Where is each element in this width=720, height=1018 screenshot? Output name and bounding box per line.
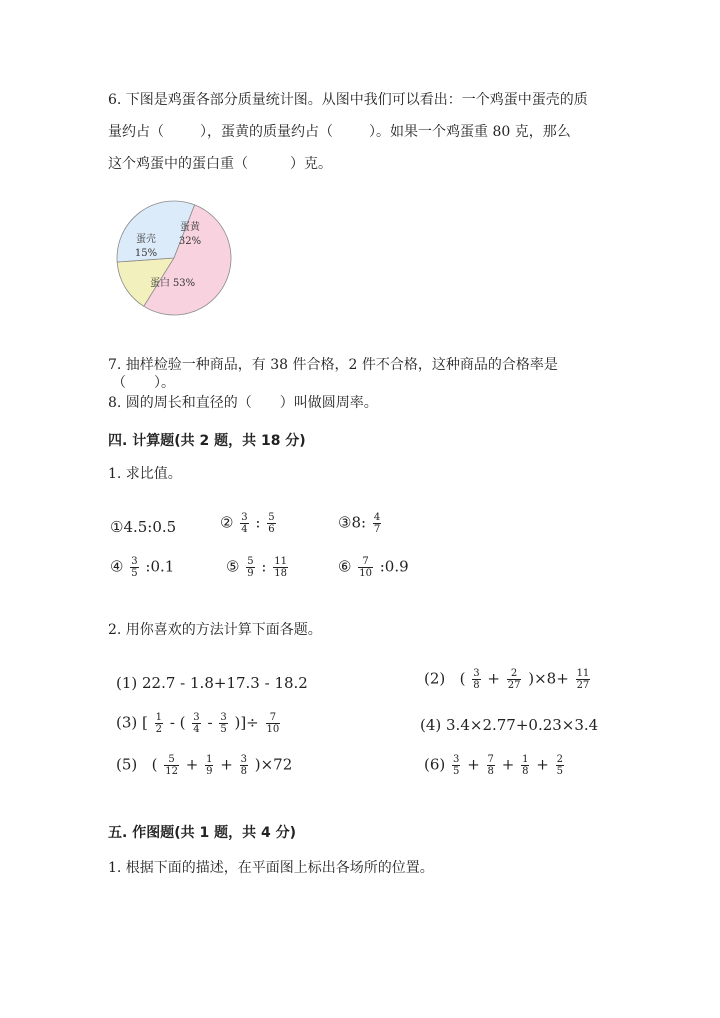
calc-5-frac-c: $\frac{3}{8}$ <box>240 754 247 777</box>
ratio-5-frac-b: $\frac{11}{18}$ <box>274 556 287 579</box>
pie-percent-3: 53% <box>172 278 196 289</box>
q6-line2-b: ），蛋黄的质量约占（ <box>200 124 333 140</box>
calc-2-plus: + <box>487 669 500 688</box>
calc-3-frac-d: $\frac{7}{10}$ <box>266 712 280 735</box>
calc-3-frac-b: $\frac{3}{4}$ <box>193 712 200 735</box>
ratio-6 <box>338 556 409 579</box>
calc-5 <box>116 754 292 777</box>
calc-4: (4) 3.4×2.77+0.23×3.4 <box>420 716 599 734</box>
ratio-3-frac: $\frac{4}{7}$ <box>373 512 381 535</box>
calc-1: (1) 22.7 - 1.8+17.3 - 18.2 <box>116 674 308 692</box>
calc-5-mark: (5) <box>116 755 138 774</box>
ratio-2-frac-a: $\frac{3}{4}$ <box>241 512 248 535</box>
calc-5-open: ( <box>151 755 158 774</box>
ratio-5 <box>226 556 290 579</box>
section4-q1: 1. 求比值。 <box>108 466 182 482</box>
ratio-2-frac-b: $\frac{5}{6}$ <box>268 512 275 535</box>
calc-2-mark: (2) <box>424 669 446 688</box>
ratio-4-post: :0.1 <box>145 557 175 576</box>
calc-2-frac-b: $\frac{2}{27}$ <box>507 668 521 691</box>
calc-6-frac-d: $\frac{2}{5}$ <box>556 754 563 777</box>
calc-5-plus1: + <box>185 755 199 774</box>
section4-q2: 2. 用你喜欢的方法计算下面各题。 <box>108 622 322 638</box>
calc-5-frac-b: $\frac{1}{9}$ <box>206 754 213 777</box>
section4-title: 四. 计算题(共 2 题，共 18 分) <box>108 433 306 449</box>
ratio-6-frac: $\frac{7}{10}$ <box>359 556 372 579</box>
calc-2 <box>424 668 592 691</box>
calc-3-pre: (3) [ <box>116 713 148 732</box>
ratio-5-frac-a: $\frac{5}{9}$ <box>247 556 254 579</box>
ratio-6-post: :0.9 <box>379 557 409 576</box>
ratio-2-colon: : <box>255 513 261 532</box>
q6-line2 <box>108 121 571 141</box>
ratio-2-mark: ② <box>220 513 234 532</box>
ratio-4-frac: $\frac{3}{5}$ <box>131 556 138 579</box>
section5-q1: 1. 根据下面的描述，在平面图上标出各场所的位置。 <box>108 860 434 876</box>
calc-6-mark: (6) <box>424 755 446 774</box>
calc-3-minus: - <box>207 713 213 732</box>
calc-5-tail: )×72 <box>254 755 293 774</box>
calc-3-mid2: )]÷ <box>234 713 259 732</box>
q6-line3 <box>108 153 332 173</box>
q6-line2-a: 量约占（ <box>108 124 164 140</box>
egg-pie-chart <box>112 198 236 318</box>
calc-6-frac-a: $\frac{3}{5}$ <box>453 754 460 777</box>
q6-line3-b: ）克。 <box>290 156 332 172</box>
calc-6-plus1: + <box>467 755 480 774</box>
ratio-4-mark: ④ <box>110 557 124 576</box>
q6-line1: 6. 下图是鸡蛋各部分质量统计图。从图中我们可以看出：一个鸡蛋中蛋壳的质 <box>108 92 588 108</box>
calc-3 <box>116 712 282 735</box>
pie-label-2: 蛋黄 <box>180 222 200 233</box>
calc-6-plus3: + <box>536 755 549 774</box>
q7-line1: 7. 抽样检验一种商品，有 38 件合格，2 件不合格，这种商品的合格率是 <box>108 357 558 373</box>
section5-title: 五. 作图题(共 1 题，共 4 分) <box>108 825 296 841</box>
calc-6-plus2: + <box>501 755 515 774</box>
ratio-3 <box>338 512 383 535</box>
calc-3-frac-c: $\frac{3}{5}$ <box>220 712 227 735</box>
q6-line2-c: ）。如果一个鸡蛋重 80 克，那么 <box>369 124 571 140</box>
pie-label-1: 蛋壳 <box>136 234 156 245</box>
calc-2-frac-c: $\frac{11}{27}$ <box>576 668 590 691</box>
calc-6 <box>424 754 566 777</box>
ratio-5-colon: : <box>261 557 267 576</box>
calc-6-frac-c: $\frac{1}{8}$ <box>522 754 529 777</box>
q6-line3-a: 这个鸡蛋中的蛋白重（ <box>108 156 248 172</box>
calc-2-open: ( <box>459 669 466 688</box>
calc-3-frac-a: $\frac{1}{2}$ <box>155 712 163 735</box>
ratio-4 <box>110 556 174 579</box>
q7-line2: （ ）。 <box>112 375 175 391</box>
q8-text: 8. 圆的周长和直径的（ ）叫做圆周率。 <box>108 395 378 411</box>
calc-6-frac-b: $\frac{7}{8}$ <box>487 754 494 777</box>
ratio-3-pre: ③8: <box>338 513 367 532</box>
calc-2-tail: )×8+ <box>528 669 569 688</box>
ratio-5-mark: ⑤ <box>226 557 240 576</box>
ratio-6-mark: ⑥ <box>338 557 352 576</box>
calc-5-frac-a: $\frac{5}{12}$ <box>165 754 178 777</box>
pie-percent-2: 32% <box>178 236 202 247</box>
pie-percent-1: 15% <box>134 248 158 259</box>
calc-3-mid1: - ( <box>169 713 186 732</box>
ratio-1: ①4.5:0.5 <box>110 518 177 536</box>
calc-2-frac-a: $\frac{3}{8}$ <box>473 668 480 691</box>
calc-5-plus2: + <box>220 755 233 774</box>
ratio-2 <box>220 512 278 535</box>
pie-label-3: 蛋白 <box>150 278 170 289</box>
